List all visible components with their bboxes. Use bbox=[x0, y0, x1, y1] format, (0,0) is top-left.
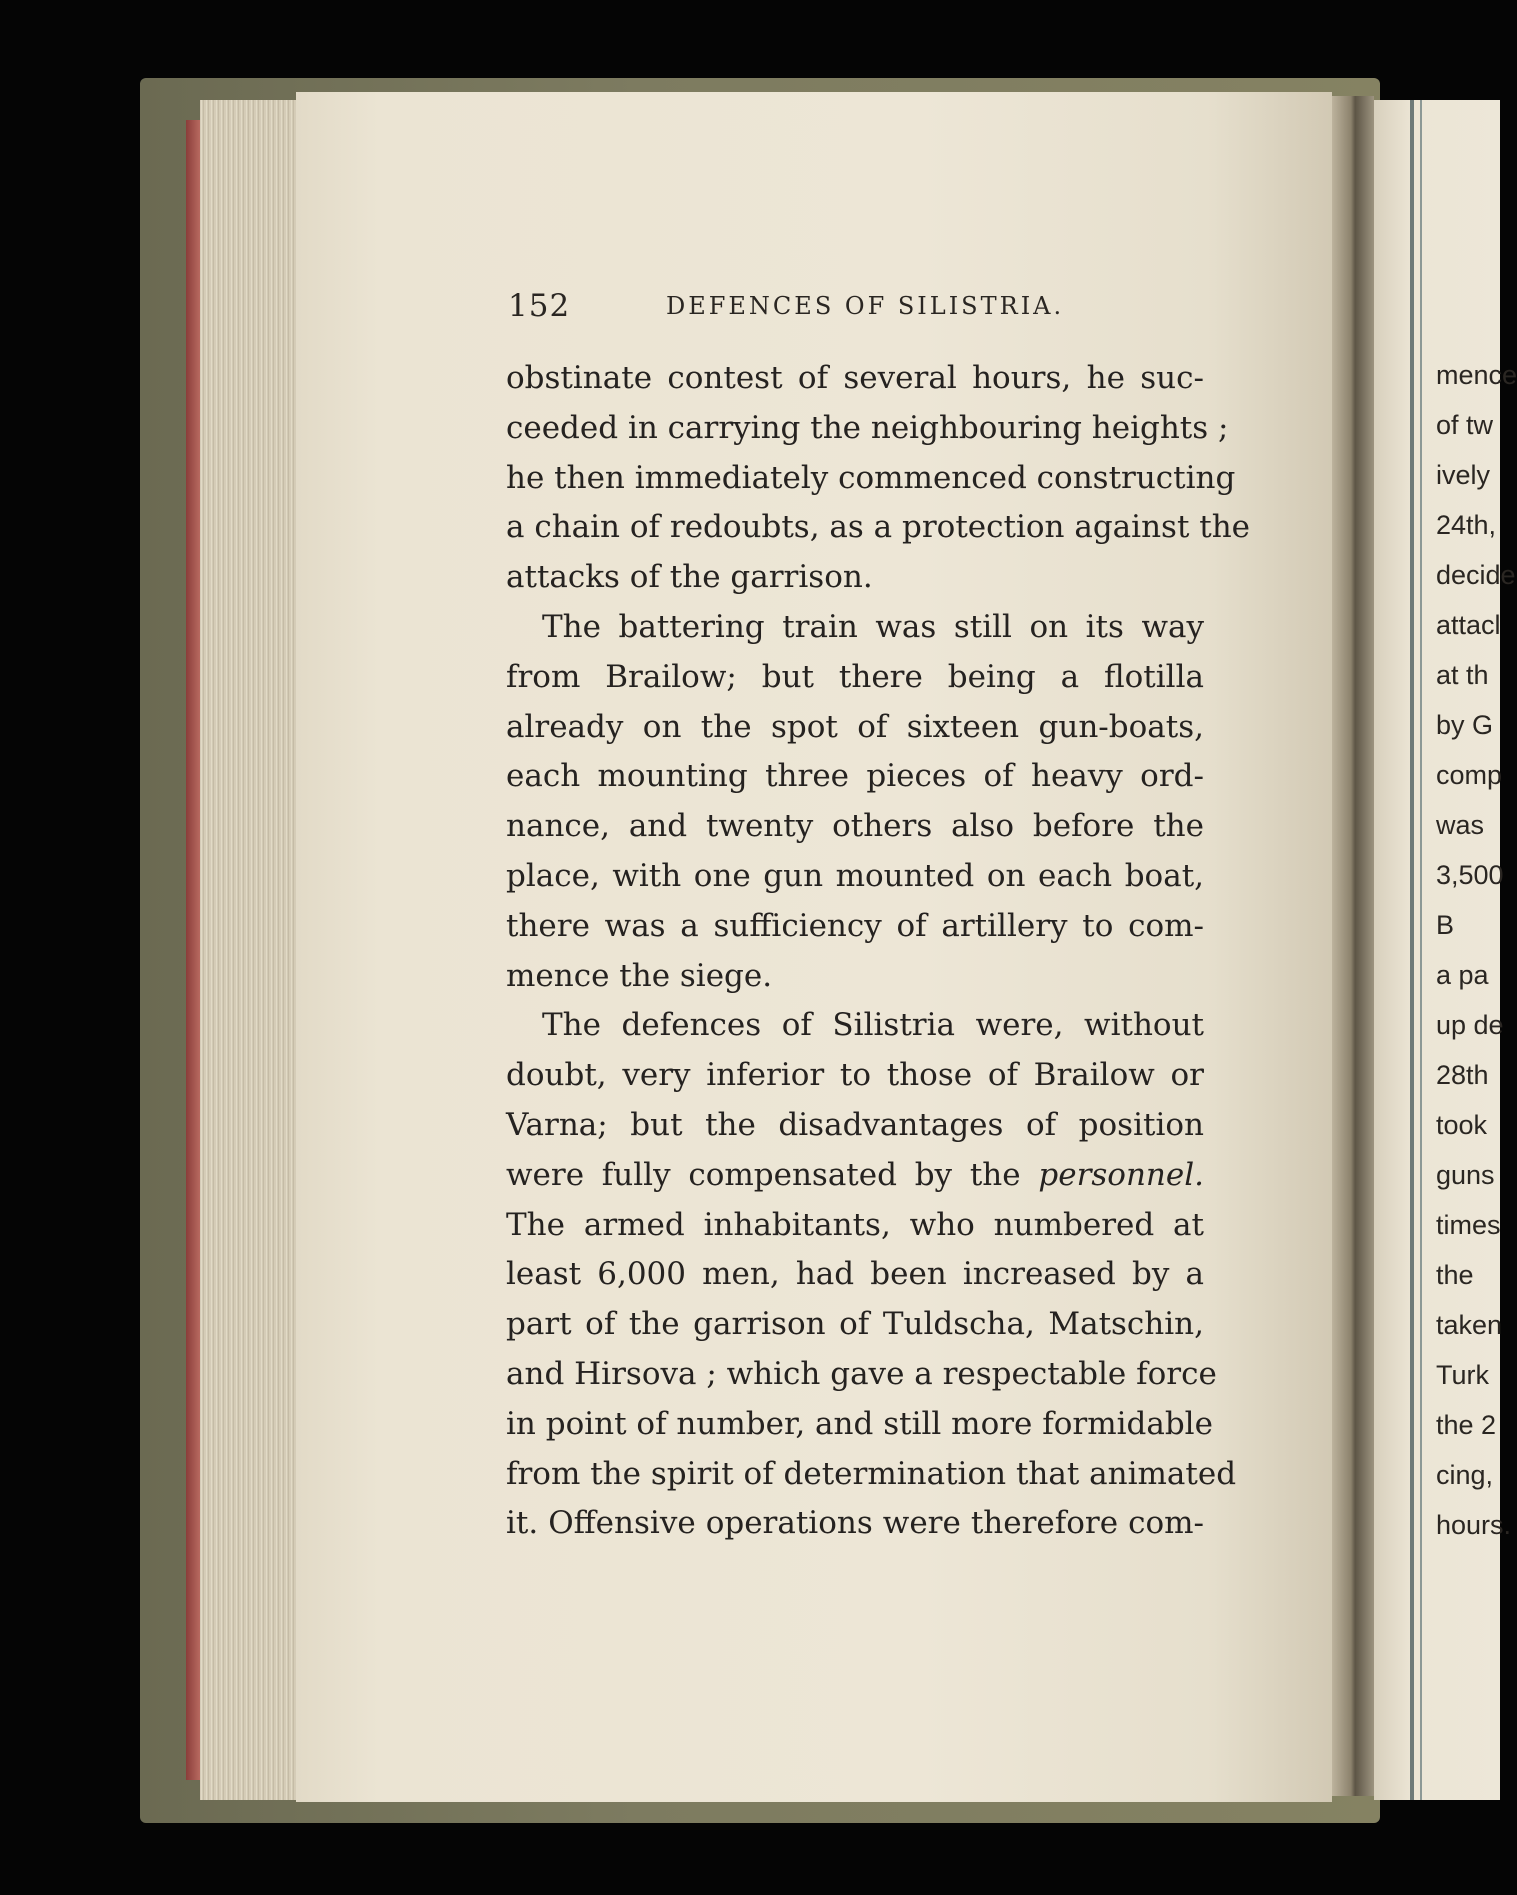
text-line: already on the spot of sixteen gun-boats, bbox=[506, 708, 1204, 745]
facing-line: was bbox=[1436, 810, 1485, 840]
text-line: from Brailow; but there being a flotilla bbox=[506, 658, 1204, 695]
facing-line: hours. bbox=[1436, 1510, 1512, 1540]
facing-line: B bbox=[1436, 910, 1455, 940]
text-line: The armed inhabitants, who numbered at bbox=[506, 1206, 1204, 1243]
text-line: place, with one gun mounted on each boat, bbox=[506, 857, 1204, 894]
text-segment: were fully compensated by the bbox=[506, 1156, 1021, 1193]
facing-line: the bbox=[1436, 1260, 1474, 1290]
text-line: and Hirsova ; which gave a respectable force bbox=[506, 1355, 1217, 1392]
facing-page-text bbox=[1436, 350, 1517, 1550]
text-line: obstinate contest of several hours, he suc- bbox=[506, 360, 1204, 396]
facing-line: Turk bbox=[1436, 1360, 1489, 1390]
text-line: a chain of redoubts, as a protection against the bbox=[506, 509, 1251, 546]
right-page-rule bbox=[1410, 100, 1414, 1800]
facing-line: cing, bbox=[1436, 1460, 1494, 1490]
text-line: attacks of the garrison. bbox=[506, 559, 873, 596]
text-line: part of the garrison of Tuldscha, Matschin, bbox=[506, 1306, 1204, 1343]
facing-line: 24th, bbox=[1436, 510, 1497, 540]
text-line: least 6,000 men, had been increased by a bbox=[506, 1256, 1204, 1293]
right-page-rule-inner bbox=[1420, 100, 1422, 1800]
page-edges bbox=[200, 100, 296, 1800]
facing-line: attacl bbox=[1436, 610, 1501, 640]
text-line: there was a sufficiency of artillery to com- bbox=[506, 907, 1204, 944]
facing-line: by G bbox=[1436, 710, 1494, 740]
text-line: from the spirit of determination that animated bbox=[506, 1455, 1237, 1492]
facing-line: the 2 bbox=[1436, 1410, 1497, 1440]
text-line-with-italic bbox=[506, 1151, 1204, 1201]
facing-line: 28th bbox=[1436, 1060, 1489, 1090]
text-line: each mounting three pieces of heavy ord- bbox=[506, 758, 1204, 795]
text-line: mence the siege. bbox=[506, 957, 773, 994]
facing-line: took bbox=[1436, 1110, 1488, 1140]
text-line: The battering train was still on its way bbox=[542, 608, 1204, 645]
text-line: ceeded in carrying the neighbouring heights ; bbox=[506, 409, 1229, 446]
facing-line: taken bbox=[1436, 1310, 1503, 1340]
facing-line: mence bbox=[1436, 360, 1517, 390]
facing-line: times bbox=[1436, 1210, 1501, 1240]
facing-line: decide bbox=[1436, 560, 1516, 590]
facing-line: up de bbox=[1436, 1010, 1504, 1040]
facing-line: at th bbox=[1436, 660, 1489, 690]
text-line: it. Offensive operations were therefore com- bbox=[506, 1505, 1204, 1542]
text-line: The defences of Silistria were, without bbox=[542, 1007, 1204, 1044]
chapter-title: DEFENCES OF SILISTRIA. bbox=[666, 292, 1065, 320]
text-line: in point of number, and still more formidable bbox=[506, 1405, 1213, 1442]
text-line: Varna; but the disadvantages of position bbox=[506, 1106, 1204, 1143]
book-gutter bbox=[1332, 96, 1374, 1796]
facing-line: a pa bbox=[1436, 960, 1489, 990]
text-line: nance, and twenty others also before the bbox=[506, 808, 1204, 845]
facing-line: of tw bbox=[1436, 410, 1494, 440]
text-line: doubt, very inferior to those of Brailow or bbox=[506, 1057, 1204, 1094]
page-number: 152 bbox=[508, 288, 571, 324]
italic-word: personnel. bbox=[1038, 1156, 1205, 1193]
body-text bbox=[506, 354, 1251, 1549]
facing-line: comp bbox=[1436, 760, 1503, 790]
facing-line: ively bbox=[1436, 460, 1491, 490]
cover-edge bbox=[186, 120, 200, 1780]
running-head bbox=[508, 288, 1065, 328]
facing-line: guns bbox=[1436, 1160, 1495, 1190]
text-line: he then immediately commenced constructing bbox=[506, 459, 1236, 496]
facing-line: 3,500 bbox=[1436, 860, 1504, 890]
